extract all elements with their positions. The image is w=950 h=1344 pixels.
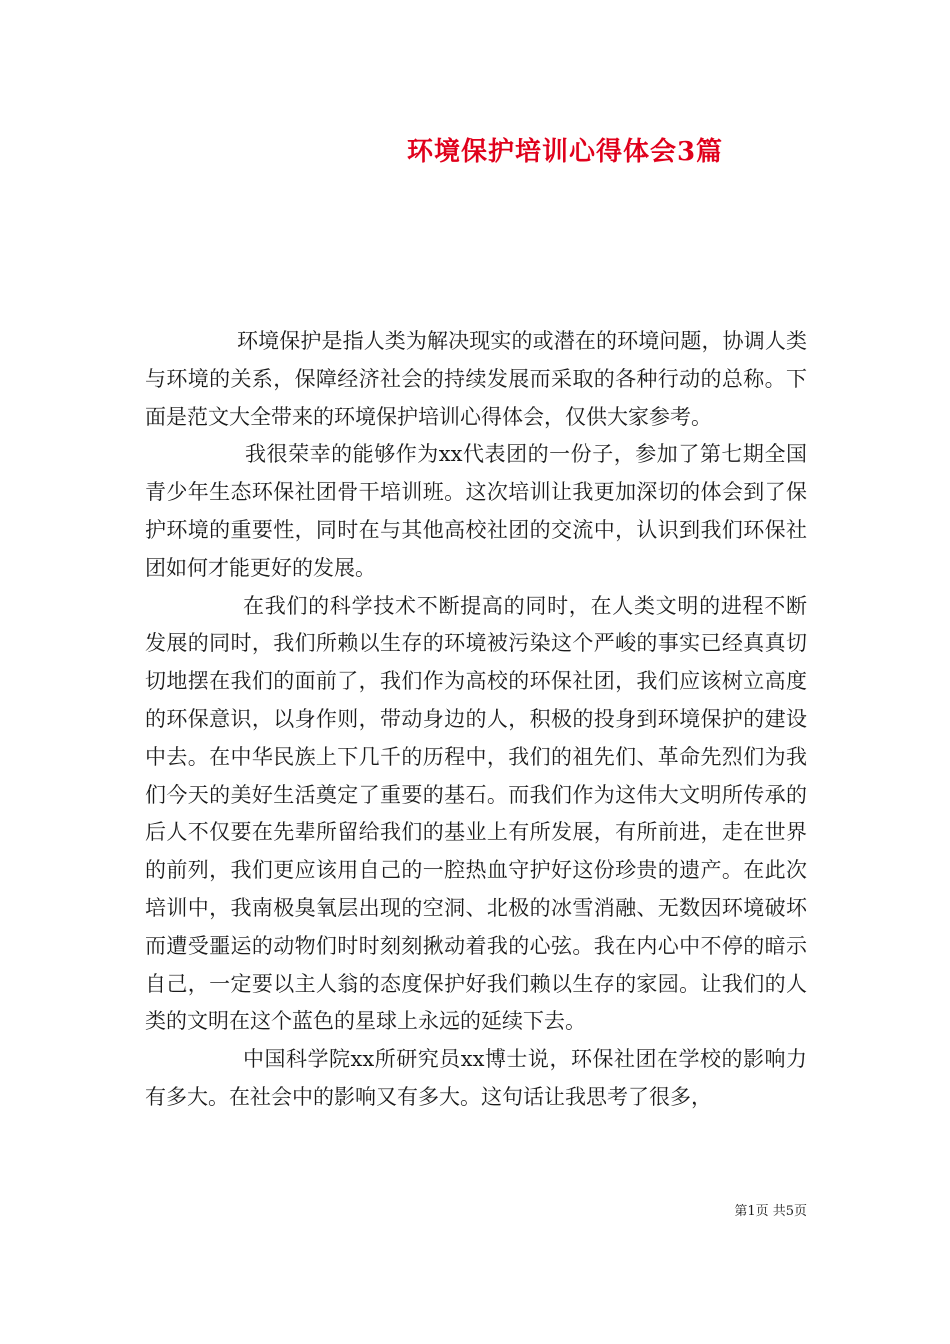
page-number-footer: 第1页 共5页 — [734, 1204, 807, 1219]
document-body — [145, 323, 807, 1117]
document-title: 环境保护培训心得体会3篇 — [406, 137, 724, 167]
paragraph-intro: 环境保护是指人类为解决现实的或潜在的环境问题，协调人类与环境的关系，保障经济社会的持续发展而采取的各种行动的总称。下面是范文大全带来的环境保护培训心得体会，仅供大家参考。 — [145, 329, 807, 429]
paragraph-researcher: 中国科学院xx所研究员xx博士说，环保社团在学校的影响力有多大。在社会中的影响又有多大。这句话让我思考了很多， — [145, 1047, 807, 1109]
paragraph-science: 在我们的科学技术不断提高的同时，在人类文明的进程不断发展的同时，我们所赖以生存的环境被污染这个严峻的事实已经真真切切地摆在我们的面前了，我们作为高校的环保社团，我们应该树立高度的环保意识，以身作则，带动身边的人，积极的投身到环境保护的建设中去。在中华民族上下几千的历程中，我们的祖先们、革命先烈们为我们今天的美好生活奠定了重要的基石。而我们作为这伟大文明所传承的后人不仅要在先辈所留给我们的基业上有所发展，有所前进，走在世界的前列，我们更应该用自己的一腔热血守护好这份珍贵的遗产。在此次培训中，我南极臭氧层出现的空洞、北极的冰雪消融、无数因环境破坏而遭受噩运的动物们时时刻刻揪动着我的心弦。我在内心中不停的暗示自己，一定要以主人翁的态度保护好我们赖以生存的家园。让我们的人类的文明在这个蓝色的星球上永远的延续下去。 — [145, 593, 807, 1034]
paragraph-training: 我很荣幸的能够作为xx代表团的一份子，参加了第七期全国青少年生态环保社团骨干培训班。这次培训让我更加深切的体会到了保护环境的重要性，同时在与其他高校社团的交流中，认识到我们环保社团如何才能更好的发展。 — [145, 442, 807, 580]
